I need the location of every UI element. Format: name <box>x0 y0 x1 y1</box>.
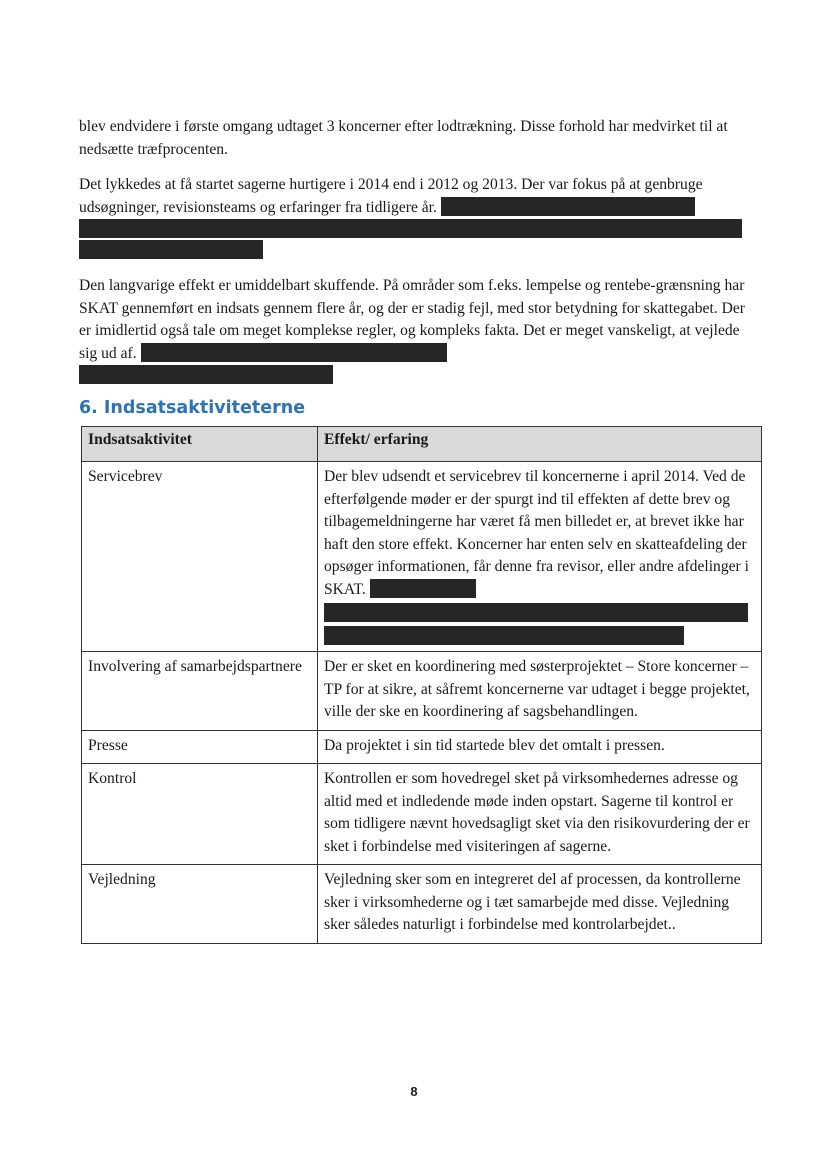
activity-cell: Kontrol <box>82 764 318 865</box>
effect-cell <box>318 462 762 652</box>
activity-cell: Presse <box>82 730 318 764</box>
table-row <box>82 652 762 731</box>
redaction-bar <box>79 219 742 238</box>
redaction-bar <box>324 603 748 622</box>
column-header-activity: Indsatsaktivitet <box>82 427 318 462</box>
column-header-effect: Effekt/ erfaring <box>318 427 762 462</box>
page-number: 8 <box>410 1084 418 1099</box>
effect-cell: Da projektet i sin tid startede blev det omtalt i pressen. <box>318 730 762 764</box>
paragraph-1: blev endvidere i første omgang udtaget 3 koncerner efter lodtrækning. Disse forhold har medvirket til at nedsætte træfprocenten. <box>79 118 728 158</box>
paragraph-3-text: Den langvarige effekt er umiddelbart skuffende. På områder som f.eks. lempelse og rentebe-grænsning har SKAT gennemført en indsats gennem flere år, og der er stadig fejl, med stor betydning for skattegabet. Der er imidlertid også tale om meget komplekse regler, og kompleks fakta. Det er meget vanskeligt, at vejlede sig ud af. <box>79 277 745 362</box>
effect-text: Der blev udsendt et servicebrev til koncernerne i april 2014. Ved de efterfølgende møder er der spurgt ind til effekten af dette brev og tilbagemeldningerne har været få men billedet er, at brevet ikke har haft den store effekt. Koncerner har enten selv en skatteafdeling der opsøger informationen, får denne fra revisor, eller andre afdelinger i SKAT. <box>324 468 749 598</box>
redaction-bar <box>324 626 684 645</box>
redaction-bar <box>79 365 333 384</box>
effect-cell: Vejledning sker som en integreret del af processen, da kontrollerne sker i virksomhederne og i tæt samarbejde med disse. Vejledning sker således naturligt i forbindelse med kontrolarbejdet.. <box>318 865 762 944</box>
redaction-bar <box>79 240 263 259</box>
paragraph-2 <box>79 174 751 219</box>
redaction-bar <box>441 197 695 216</box>
table-row <box>82 764 762 865</box>
table-header-row <box>82 427 762 462</box>
paragraph-2-text: Det lykkedes at få startet sagerne hurtigere i 2014 end i 2012 og 2013. Der var fokus på at genbruge udsøgninger, revisionsteams og erfaringer fra tidligere år. <box>79 176 703 216</box>
table-row <box>82 462 762 652</box>
section-heading: 6. Indsatsaktiviteterne <box>79 398 306 418</box>
table-row <box>82 730 762 764</box>
redaction-bar <box>141 343 447 362</box>
activities-table <box>81 426 762 944</box>
redaction-bar <box>370 579 476 598</box>
activity-cell: Servicebrev <box>82 462 318 652</box>
effect-cell: Der er sket en koordinering med søsterprojektet – Store koncerner – TP for at sikre, at såfremt koncernerne var udtaget i begge projektet, ville der ske en koordinering af sagsbehandlingen. <box>318 652 762 731</box>
activity-cell: Involvering af samarbejdspartnere <box>82 652 318 731</box>
effect-cell: Kontrollen er som hovedregel sket på virksomhedernes adresse og altid med et indledende møde inden opstart. Sagerne til kontrol er som tidligere nævnt hovedsagligt sket via den risikovurdering der er sket i forbindelse med visiteringen af sagerne. <box>318 764 762 865</box>
paragraph-3 <box>79 275 751 365</box>
table-row <box>82 865 762 944</box>
activity-cell: Vejledning <box>82 865 318 944</box>
